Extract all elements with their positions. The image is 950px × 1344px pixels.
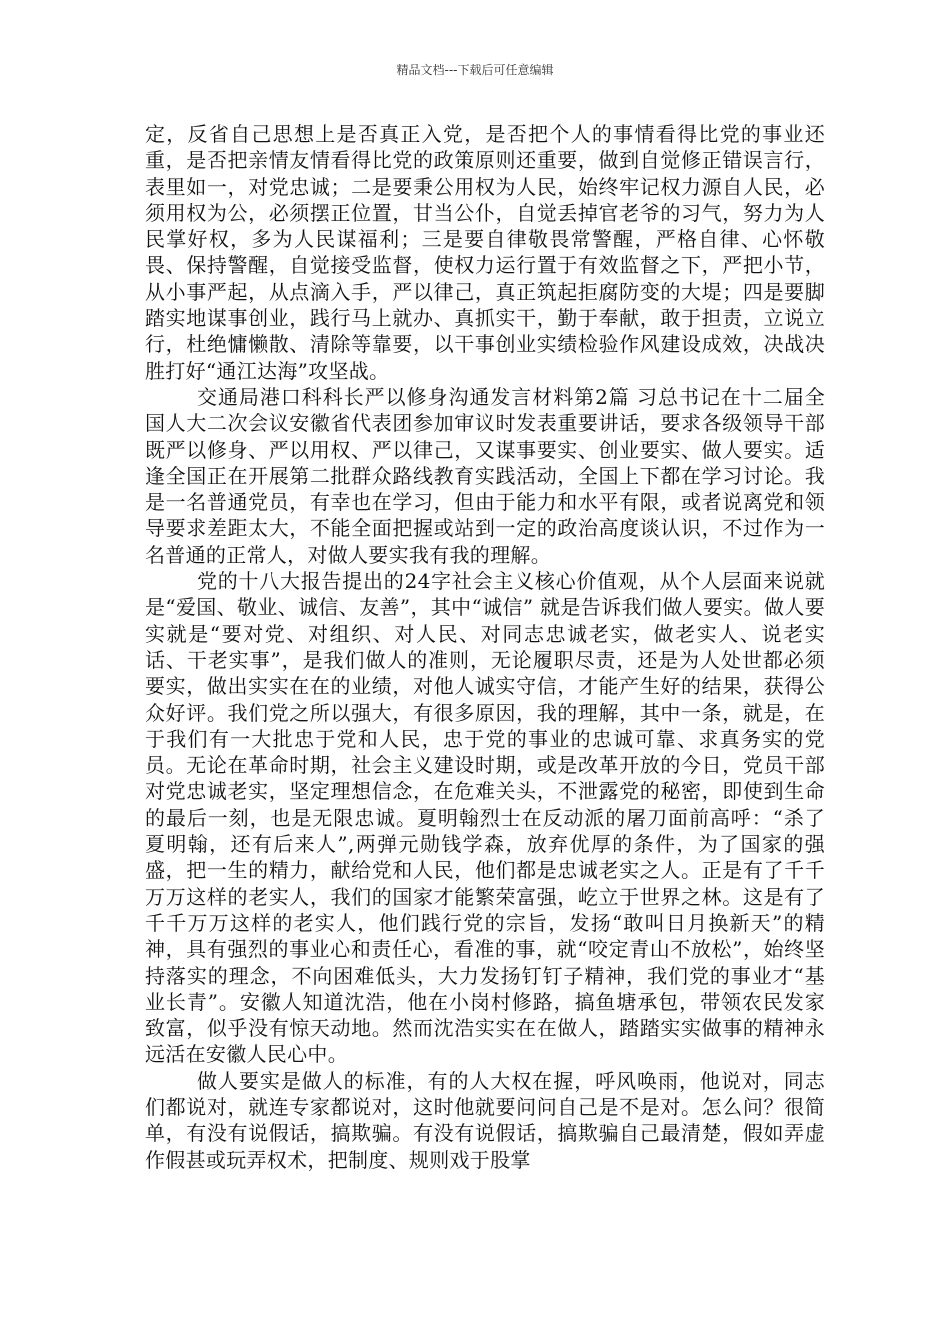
document-body bbox=[145, 121, 825, 1173]
paragraph-1: 定，反省自己思想上是否真正入党，是否把个人的事情看得比党的事业还重，是否把亲情友情看得比党的政策原则还重要，做到自觉修正错误言行，表里如一，对党忠诚；二是要秉公用权为人民，始终牢记权力源自人民，必须用权为公，必须摆正位置，甘当公仆，自觉丢掉官老爷的习气，努力为人民掌好权，多为人民谋福利；三是要自律敬畏常警醒，严格自律、心怀敬畏、保持警醒，自觉接受监督，使权力运行置于有效监督之下，严把小节，从小事严起，从点滴入手，严以律己，真正筑起拒腐防变的大堤；四是要脚踏实地谋事创业，践行马上就办、真抓实干，勤于奉献，敢于担责，立说立行，杜绝慵懒散、清除等靠要，以干事创业实绩检验作风建设成效，决战决胜打好“通江达海”攻坚战。 bbox=[145, 122, 825, 383]
page-header: 精品文档---下载后可任意编辑 bbox=[396, 63, 554, 77]
paragraph-4: 做人要实是做人的标准，有的人大权在握，呼风唤雨，他说对，同志们都说对，就连专家都说对，这时他就要问问自己是不是对。怎么问？很简单，有没有说假话，搞欺骗。有没有说假话，搞欺骗自己最清楚，假如弄虚作假甚或玩弄权术，把制度、规则戏于股掌 bbox=[145, 1068, 825, 1172]
paragraph-3: 党的十八大报告提出的24字社会主义核心价值观，从个人层面来说就是“爱国、敬业、诚信、友善”，其中“诚信” 就是告诉我们做人要实。做人要实就是“要对党、对组织、对人民、对同志忠诚老实，做老实人、说老实话、干老实事”，是我们做人的准则，无论履职尽责，还是为人处世都必须要实，做出实实在在的业绩，对他人诚实守信，才能产生好的结果，获得公众好评。我们党之所以强大，有很多原因，我的理解，其中一条，就是，在于我们有一大批忠于党和人民，忠于党的事业的忠诚可靠、求真务实的党员。无论在革命时期，社会主义建设时期，或是改革开放的今日，党员干部对党忠诚老实，坚定理想信念，在危难关头，不泄露党的秘密，即使到生命的最后一刻，也是无限忠诚。夏明翰烈士在反动派的屠刀面前高呼：“杀了夏明翰，还有后来人”,两弹元勋钱学森，放弃优厚的条件，为了国家的强盛，把一生的精力，献给党和人民，他们都是忠诚老实之人。正是有了千千万万这样的老实人，我们的国家才能繁荣富强，屹立于世界之林。这是有了千千万万这样的老实人，他们践行党的宗旨，发扬“敢叫日月换新天”的精神，具有强烈的事业心和责任心，看准的事，就“咬定青山不放松”，始终坚持落实的理念，不向困难低头，大力发扬钉钉子精神，我们党的事业才“基业长青”。安徽人知道沈浩，他在小岗村修路，搞鱼塘承包，带领农民发家致富，似乎没有惊天动地。然而沈浩实实在在做人，踏踏实实做事的精神永远活在安徽人民心中。 bbox=[145, 569, 825, 1067]
paragraph-2: 交通局港口科科长严以修身沟通发言材料第2篇 习总书记在十二届全国人大二次会议安徽省代表团参加审议时发表重要讲话，要求各级领导干部既严以修身、严以用权、严以律己，又谋事要实、创业要实、做人要实。适逢全国正在开展第二批群众路线教育实践活动，全国上下都在学习讨论。我是一名普通党员，有幸也在学习，但由于能力和水平有限，或者说离党和领导要求差距太大，不能全面把握或站到一定的政治高度谈认识，不过作为一名普通的正常人，对做人要实我有我的理解。 bbox=[145, 384, 825, 567]
